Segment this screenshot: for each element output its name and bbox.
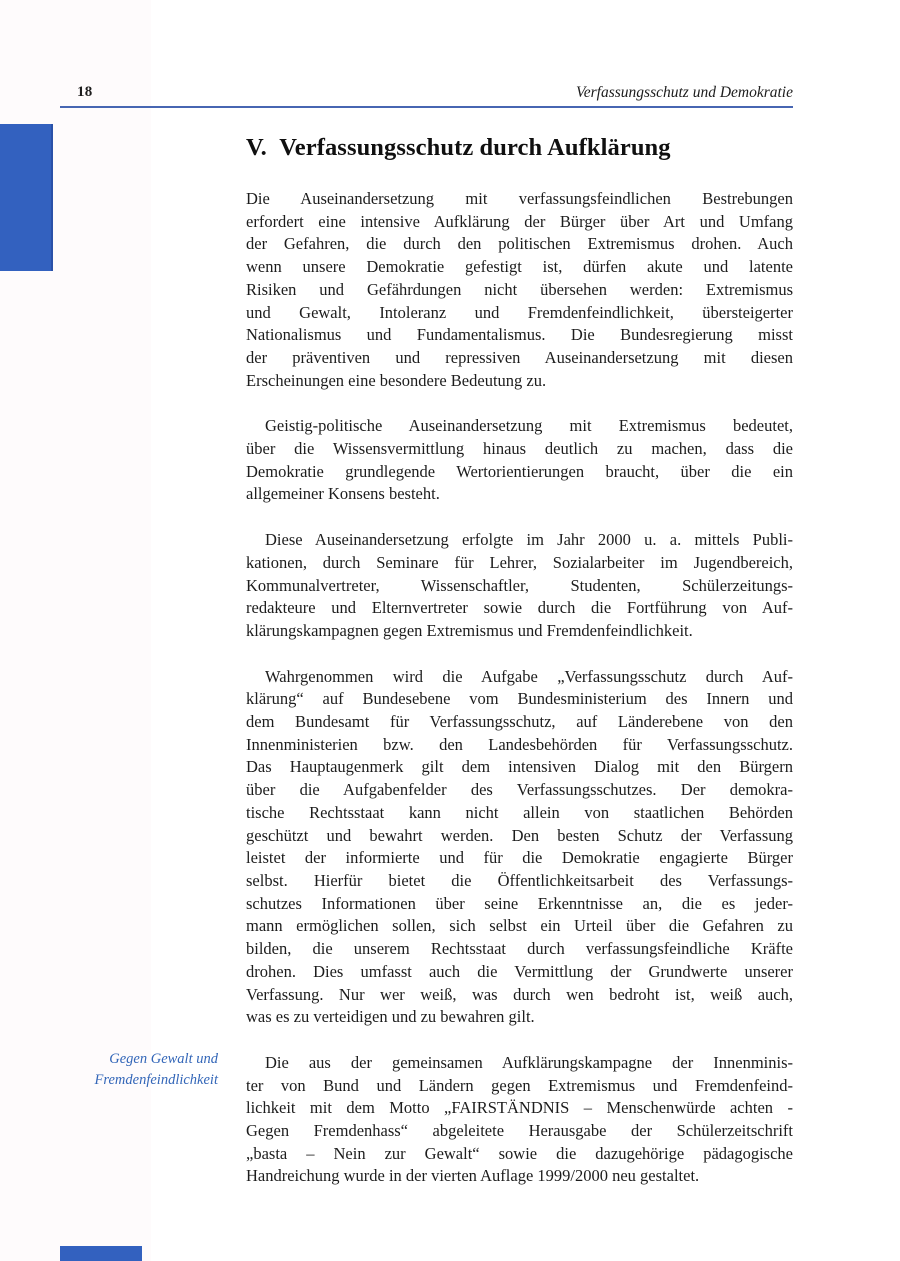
text-line: Gegen Fremdenhass“ abgeleitete Herausgabe der Schülerzeitschrift: [246, 1121, 793, 1141]
text-line: selbst. Hierfür bietet die Öffentlichkeitsarbeit des Verfassungs-: [246, 870, 793, 890]
text-line: Die Auseinandersetzung mit verfassungsfeindlichen Bestrebungen: [246, 189, 793, 208]
text-line: Geistig-politische Auseinandersetzung mit Extremismus bedeutet,: [265, 416, 793, 436]
text-line: allgemeiner Konsens besteht.: [246, 484, 440, 504]
text-line: geschützt und bewahrt werden. Den besten Schutz der Verfassung: [246, 825, 793, 845]
text-line: der Gefahren, die durch den politischen Extremismus drohen. Auch: [246, 234, 793, 254]
text-line: Handreichung wurde in der vierten Auflage 1999/2000 neu gestaltet.: [246, 1166, 700, 1186]
text-line: Erscheinungen eine besondere Bedeutung zu.: [246, 370, 547, 390]
page-number: 18: [77, 84, 93, 100]
paragraph: [246, 415, 793, 506]
margin-note-line: Fremdenfeindlichkeit: [94, 1072, 218, 1088]
text-line: Das Hauptaugenmerk gilt dem intensiven Dialog mit den Bürgern: [246, 757, 793, 777]
text-line: redakteure und Elternvertreter sowie durch die Fortführung von Auf-: [246, 598, 793, 618]
text-line: mann ermöglichen sollen, sich selbst ein Urteil über die Gefahren zu: [246, 916, 793, 936]
paragraph: [246, 1052, 793, 1188]
text-line: Risiken und Gefährdungen nicht übersehen werden: Extremismus: [246, 279, 793, 299]
text-line: Demokratie grundlegende Wertorientierungen braucht, über die ein: [246, 461, 793, 481]
text-line: lichkeit mit dem Motto „FAIRSTÄNDNIS – Menschenwürde achten -: [246, 1098, 793, 1118]
margin-accent-rectangle-top: [0, 124, 53, 271]
text-line: erfordert eine intensive Aufklärung der Bürger über Art und Umfang: [246, 211, 793, 231]
body-paragraphs: [246, 188, 793, 1188]
text-line: bilden, die unserem Rechtsstaat durch verfassungsfeindliche Kräfte: [246, 939, 793, 959]
text-line: „basta – Nein zur Gewalt“ sowie die dazugehörige pädagogische: [246, 1143, 793, 1163]
text-line: klärung“ auf Bundesebene vom Bundesministerium des Innern und: [246, 689, 793, 709]
text-line: tische Rechtsstaat kann nicht allein von staatlichen Behörden: [246, 802, 793, 822]
text-line: der präventiven und repressiven Auseinandersetzung mit diesen: [246, 347, 793, 367]
margin-note-line: Gegen Gewalt und: [109, 1051, 218, 1067]
paragraph: [246, 666, 793, 1029]
text-line: Die aus der gemeinsamen Aufklärungskampagne der Innenminis-: [265, 1052, 793, 1072]
paragraph: [246, 529, 793, 643]
text-line: wenn unsere Demokratie gefestigt ist, dürfen akute und latente: [246, 257, 793, 277]
text-line: Nationalismus und Fundamentalismus. Die Bundesregierung misst: [246, 325, 793, 345]
header-rule: [60, 106, 793, 108]
text-line: Verfassung. Nur wer weiß, was durch wen bedroht ist, weiß auch,: [246, 984, 793, 1004]
text-line: drohen. Dies umfasst auch die Vermittlung der Grundwerte unserer: [246, 961, 793, 981]
paragraph: [246, 188, 793, 392]
text-line: was es zu verteidigen und zu bewahren gilt.: [246, 1007, 535, 1027]
text-line: und Gewalt, Intoleranz und Fremdenfeindlichkeit, übersteigerter: [246, 302, 793, 322]
margin-note: [60, 1049, 218, 1091]
text-line: dem Bundesamt für Verfassungsschutz, auf Länderebene von den: [246, 712, 793, 732]
text-line: über die Aufgabenfelder des Verfassungsschutzes. Der demokra-: [246, 780, 793, 800]
text-line: Innenministerien bzw. den Landesbehörden für Verfassungsschutz.: [246, 734, 793, 754]
chapter-heading: V. Verfassungsschutz durch Aufklärung: [246, 134, 671, 161]
running-title: Verfassungsschutz und Demokratie: [576, 84, 793, 101]
text-line: schutzes Informationen über seine Erkenntnisse an, die es jeder-: [246, 893, 793, 913]
text-line: kationen, durch Seminare für Lehrer, Sozialarbeiter im Jugendbereich,: [246, 552, 793, 572]
text-line: über die Wissensvermittlung hinaus deutlich zu machen, dass die: [246, 439, 793, 459]
text-line: Diese Auseinandersetzung erfolgte im Jahr 2000 u. a. mittels Publi-: [265, 530, 793, 550]
text-line: ter von Bund und Ländern gegen Extremismus und Fremdenfeind-: [246, 1075, 793, 1095]
text-line: leistet der informierte und für die Demokratie engagierte Bürger: [246, 848, 793, 868]
text-line: Wahrgenommen wird die Aufgabe „Verfassungsschutz durch Auf-: [265, 666, 793, 686]
text-line: klärungskampagnen gegen Extremismus und Fremdenfeindlichkeit.: [246, 620, 693, 640]
text-line: Kommunalvertreter, Wissenschaftler, Studenten, Schülerzeitungs-: [246, 575, 793, 595]
margin-accent-bar-bottom: [60, 1246, 142, 1261]
